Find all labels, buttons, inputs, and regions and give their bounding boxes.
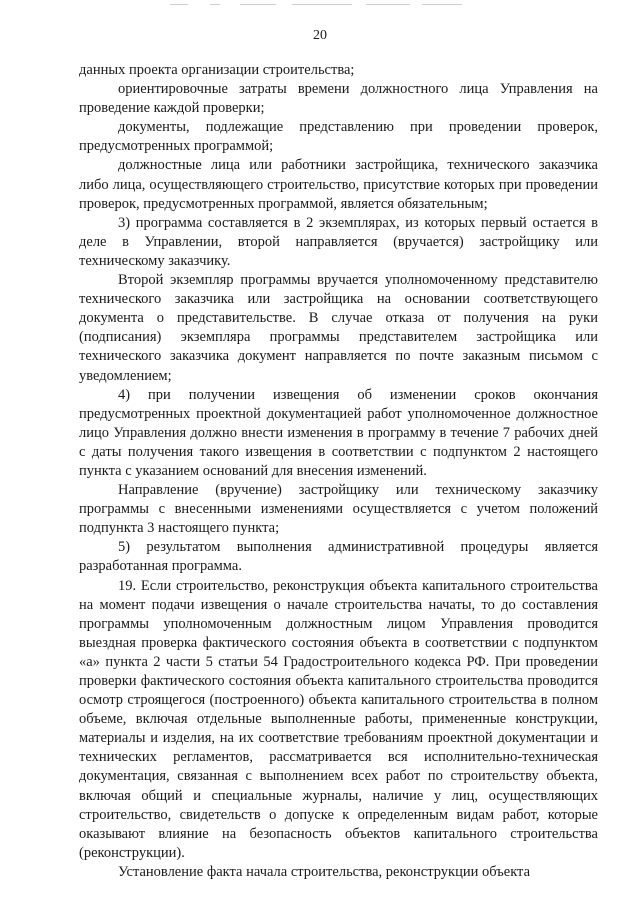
page-number: 20 bbox=[313, 28, 327, 43]
scan-artifact bbox=[170, 4, 470, 8]
paragraph: должностные лица или работники застройщика, технического заказчика либо лица, осуществляющего строительство, присутствие которых при проведении проверок, предусмотренных программой, является обязательным; bbox=[79, 157, 598, 212]
paragraph: 3) программа составляется в 2 экземплярах, из которых первый остается в деле в Управлении, второй направляется (вручается) застройщику или техническому заказчику. bbox=[79, 214, 598, 269]
paragraph: ориентировочные затраты времени должностного лица Управления на проведение каждой проверки; bbox=[79, 81, 598, 117]
paragraph: данных проекта организации строительства; bbox=[79, 62, 355, 78]
paragraph: Второй экземпляр программы вручается уполномоченному представителю технического заказчика или застройщика на основании соответствующего документа о представительстве. В случае отказа от получения на руки (подписания) экземпляра программы представителем застройщика или технического заказчика документ направляется по почте заказным письмом с уведомлением; bbox=[79, 272, 598, 384]
document-body bbox=[79, 61, 598, 882]
paragraph: Установление факта начала строительства, реконструкции объекта bbox=[118, 863, 531, 880]
paragraph: 4) при получении извещения об изменении сроков окончания предусмотренных проектной документацией работ уполномоченное должностное лицо Управления должно внести изменения в программу в течение 7 рабочих дней с даты получения такого извещения в соответствии с подпунктом 2 настоящего пункта с указанием оснований для внесения изменений. bbox=[79, 386, 598, 479]
paragraph: 19. Если строительство, реконструкция объекта капитального строительства на момент подачи извещения о начале строительства начаты, то до составления программы уполномоченным должностным лицом Управления проводится выездная проверка фактического состояния объекта в соответствии с подпунктом «а» пункта 2 части 5 статьи 54 Градостроительного кодекса РФ. При проведении проверки фактического состояния объекта капитального строительства проводится осмотр строящегося (построенного) объекта капитального строительства в полном объеме, включая отдельные выполненные работы, примененные конструкции, материалы и изделия, на их соответствие требованиям проектной документации и технических регламентов, рассматривается вся исполнительно-техническая документация, связанная с выполнением всех работ по строительству объекта, включая общий и специальные журналы, наличие у лиц, осуществляющих строительство, свидетельств о допуске к определенным видам работ, которые оказывают влияние на безопасность объектов капитального строительства (реконструкции). bbox=[79, 577, 598, 861]
paragraph: документы, подлежащие представлению при проведении проверок, предусмотренных программой; bbox=[79, 119, 598, 155]
paragraph: 5) результатом выполнения административной процедуры является разработанная программа. bbox=[79, 539, 598, 575]
paragraph: Направление (вручение) застройщику или техническому заказчику программы с внесенными изменениями осуществляется с учетом положений подпункта 3 настоящего пункта; bbox=[79, 482, 598, 537]
